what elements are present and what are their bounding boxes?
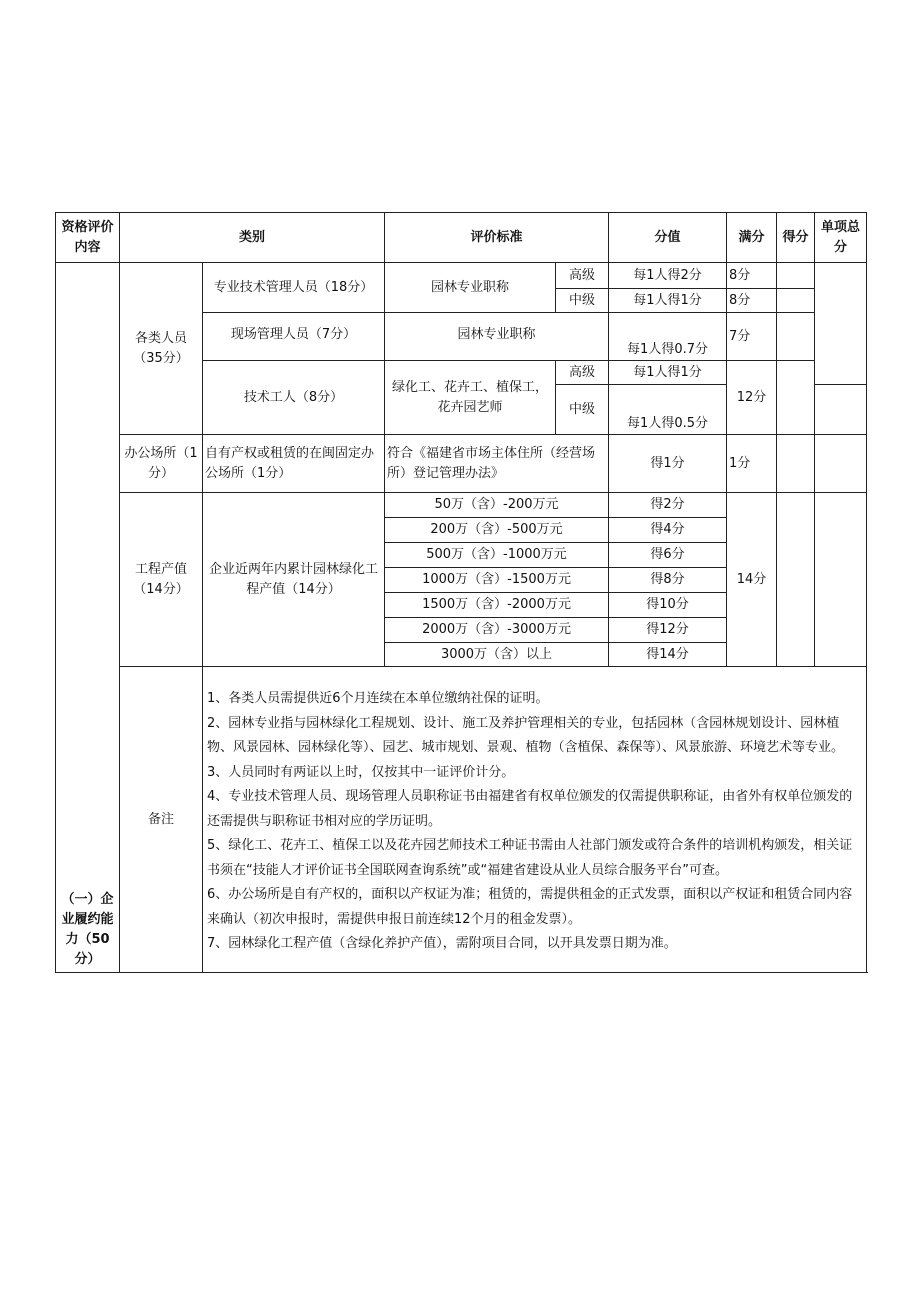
office-desc: 自有产权或租赁的在闽固定办公场所（1分） [203,435,385,493]
mgmt-level-senior: 高级 [556,263,609,289]
mgmt-standard: 园林专业职称 [385,263,556,313]
personnel-label: 各类人员（35分） [120,263,203,435]
output-score: 得2分 [609,493,727,518]
notes-body [203,667,867,973]
note-item: 6、办公场所是自有产权的，面积以产权证为准；租赁的，需提供租金的正式发票，面积以产权证和租赁合同内容来确认（初次申报时，需提供申报日前连续12个月的租金发票）。 [207,887,853,927]
table-row [56,493,867,518]
output-range: 3000万（含）以上 [385,643,609,667]
output-score: 得8分 [609,568,727,593]
mgmt-full-middle: 8分 [727,289,777,313]
site-label: 现场管理人员（7分） [203,313,385,361]
output-full: 14分 [727,493,777,667]
output-score: 得4分 [609,518,727,543]
note-item: 7、园林绿化工程产值（含绿化养护产值），需附项目合同，以开具发票日期为准。 [207,936,677,951]
obtained-cell[interactable] [777,361,815,435]
output-score: 得6分 [609,543,727,568]
output-desc: 企业近两年内累计园林绿化工程产值（14分） [203,493,385,667]
header-category: 类别 [120,213,385,263]
office-full: 1分 [727,435,777,493]
header-item-total: 单项总分 [815,213,867,263]
qualification-table [55,212,867,973]
site-standard: 园林专业职称 [385,313,609,361]
table-row [56,263,867,289]
output-range: 50万（含）-200万元 [385,493,609,518]
office-label: 办公场所（1分） [120,435,203,493]
mgmt-level-middle: 中级 [556,289,609,313]
output-score: 得12分 [609,618,727,643]
notes-label: 备注 [120,667,203,973]
output-label: 工程产值（14分） [120,493,203,667]
note-item: 2、园林专业指与园林绿化工程规划、设计、施工及养护管理相关的专业，包括园林（含园林规划设计、园林植物、风景园林、园林绿化等）、园艺、城市规划、景观、植物（含植保、森保等）、风景旅游、环境艺术等专业。 [207,715,845,755]
tech-level-senior: 高级 [556,361,609,385]
office-standard: 符合《福建省市场主体住所（经营场所）登记管理办法》 [385,435,609,493]
output-range: 1000万（含）-1500万元 [385,568,609,593]
site-full: 7分 [727,313,777,361]
header-content: 资格评价内容 [56,213,120,263]
header-standard: 评价标准 [385,213,609,263]
note-item: 1、各类人员需提供近6个月连续在本单位缴纳社保的证明。 [207,691,549,706]
tech-score-senior: 每1人得1分 [609,361,727,385]
obtained-cell[interactable] [777,313,815,361]
obtained-cell[interactable] [777,435,815,493]
item-total-cell[interactable] [815,435,867,493]
output-score: 得14分 [609,643,727,667]
output-range: 200万（含）-500万元 [385,518,609,543]
note-item: 5、绿化工、花卉工、植保工以及花卉园艺师技术工种证书需由人社部门颁发或符合条件的培训机构颁发，相关证书须在“技能人才评价证书全国联网查询系统”或“福建省建设从业人员综合服务平台”可查。 [207,838,853,878]
note-item: 3、人员同时有两证以上时，仅按其中一证评价计分。 [207,764,515,780]
header-score-value: 分值 [609,213,727,263]
item-total-cell[interactable] [815,263,867,385]
tech-label: 技术工人（8分） [203,361,385,435]
header-row [56,213,867,263]
obtained-cell[interactable] [777,493,815,667]
site-score: 每1人得0.7分 [609,313,727,361]
mgmt-full-senior: 8分 [727,263,777,289]
item-total-cell[interactable] [815,385,867,435]
output-range: 2000万（含）-3000万元 [385,618,609,643]
obtained-cell[interactable] [777,289,815,313]
tech-full: 12分 [727,361,777,435]
item-total-cell[interactable] [815,493,867,667]
mgmt-score-middle: 每1人得1分 [609,289,727,313]
mgmt-label: 专业技术管理人员（18分） [203,263,385,313]
note-item: 4、专业技术管理人员、现场管理人员职称证书由福建省有权单位颁发的仅需提供职称证，由省外有权单位颁发的还需提供与职称证书相对应的学历证明。 [207,789,853,829]
output-score: 得10分 [609,593,727,618]
output-range: 500万（含）-1000万元 [385,543,609,568]
notes-row [56,667,867,973]
output-range: 1500万（含）-2000万元 [385,593,609,618]
header-full-score: 满分 [727,213,777,263]
tech-score-middle: 每1人得0.5分 [609,385,727,435]
header-obtained: 得分 [777,213,815,263]
table-row [56,435,867,493]
obtained-cell[interactable] [777,263,815,289]
tech-standard: 绿化工、花卉工、植保工，花卉园艺师 [385,361,556,435]
office-score: 得1分 [609,435,727,493]
mgmt-score-senior: 每1人得2分 [609,263,727,289]
section-label: （一）企业履约能力（50分） [56,263,120,973]
tech-level-middle: 中级 [556,385,609,435]
